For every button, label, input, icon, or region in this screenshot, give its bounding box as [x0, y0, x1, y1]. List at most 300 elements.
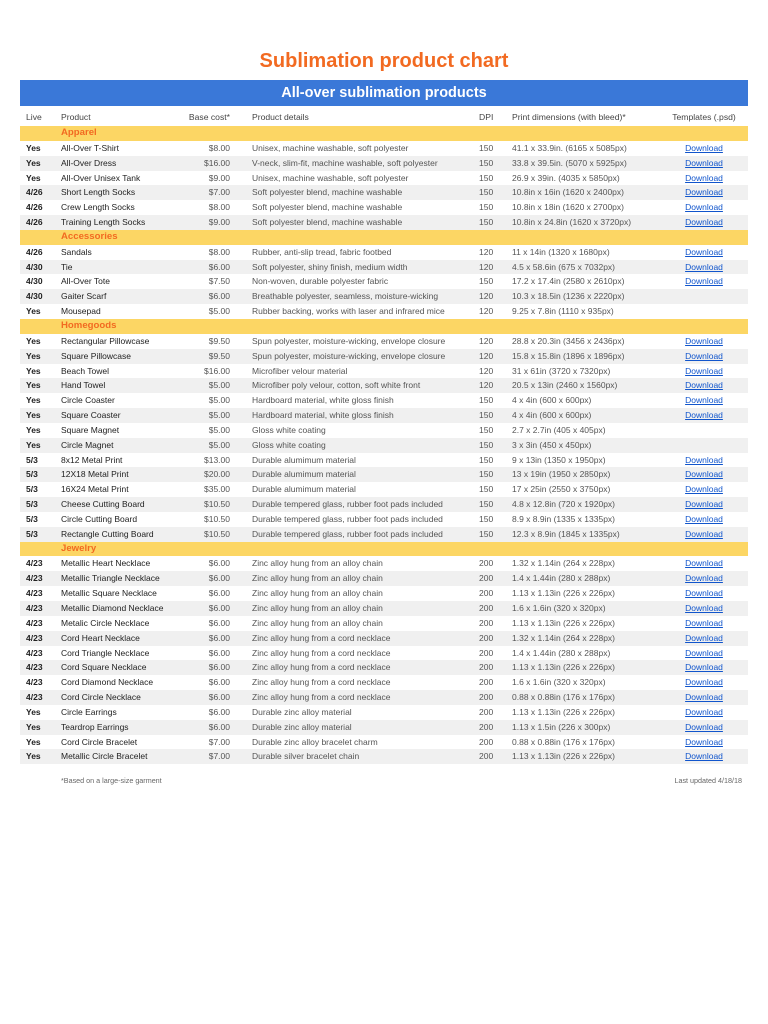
download-link[interactable]: Download	[685, 454, 723, 465]
download-link[interactable]: Download	[685, 246, 723, 257]
print-dimensions: 1.13 x 1.13in (226 x 226px)	[512, 662, 616, 673]
dpi-value: 200	[479, 632, 494, 643]
table-row	[20, 245, 748, 260]
table-row	[20, 378, 748, 393]
product-details: Rubber backing, works with laser and infrared mice	[252, 306, 445, 317]
header-product: Product	[61, 112, 91, 122]
product-details: Zinc alloy hung from an alloy chain	[252, 617, 383, 628]
product-name: Circle Earrings	[61, 706, 117, 717]
product-details: Durable tempered glass, rubber foot pads included	[252, 499, 443, 510]
template-cell	[664, 616, 744, 631]
dpi-value: 120	[479, 335, 494, 346]
print-dimensions: 33.8 x 39.5in. (5070 x 5925px)	[512, 157, 627, 168]
table-row	[20, 601, 748, 616]
download-link[interactable]: Download	[685, 573, 723, 584]
dpi-value: 150	[479, 217, 494, 228]
product-details: Hardboard material, white gloss finish	[252, 395, 394, 406]
live-status: 4/26	[26, 202, 43, 213]
base-cost: $7.50	[208, 276, 230, 287]
product-details: Zinc alloy hung from a cord necklace	[252, 632, 391, 643]
download-link[interactable]: Download	[685, 588, 723, 599]
dpi-value: 200	[479, 647, 494, 658]
product-name: Cord Square Necklace	[61, 662, 147, 673]
dpi-value: 200	[479, 706, 494, 717]
print-dimensions: 28.8 x 20.3in (3456 x 2436px)	[512, 335, 625, 346]
product-name: Rectangular Pillowcase	[61, 335, 150, 346]
product-name: Beach Towel	[61, 365, 110, 376]
download-link[interactable]: Download	[685, 632, 723, 643]
dpi-value: 120	[479, 261, 494, 272]
print-dimensions: 1.13 x 1.13in (226 x 226px)	[512, 751, 616, 762]
header-live: Live	[26, 112, 42, 122]
table-row	[20, 631, 748, 646]
base-cost: $6.00	[208, 662, 230, 673]
product-name: All-Over Tote	[61, 276, 110, 287]
download-link[interactable]: Download	[685, 410, 723, 421]
live-status: Yes	[26, 142, 41, 153]
dpi-value: 120	[479, 306, 494, 317]
template-cell	[664, 349, 744, 364]
product-name: All-Over T-Shirt	[61, 142, 119, 153]
product-details: Durable alumimum material	[252, 484, 356, 495]
dpi-value: 150	[479, 276, 494, 287]
live-status: 5/3	[26, 499, 38, 510]
product-details: Rubber, anti-slip tread, fabric footbed	[252, 246, 392, 257]
download-link[interactable]: Download	[685, 380, 723, 391]
template-cell	[664, 215, 744, 230]
print-dimensions: 1.32 x 1.14in (264 x 228px)	[512, 558, 616, 569]
dpi-value: 120	[479, 350, 494, 361]
product-details: Durable alumimum material	[252, 469, 356, 480]
download-link[interactable]: Download	[685, 157, 723, 168]
download-link[interactable]: Download	[685, 499, 723, 510]
product-name: Metallic Diamond Necklace	[61, 603, 164, 613]
live-status: Yes	[26, 157, 41, 168]
live-status: Yes	[26, 736, 41, 747]
dpi-value: 150	[479, 187, 494, 198]
download-link[interactable]: Download	[685, 751, 723, 762]
category-label: Apparel	[61, 127, 97, 138]
template-cell	[664, 586, 744, 601]
product-name: Mousepad	[61, 306, 101, 317]
live-status: 5/3	[26, 528, 38, 539]
template-cell	[664, 171, 744, 186]
template-cell	[664, 364, 744, 379]
download-link[interactable]: Download	[685, 662, 723, 673]
product-details: Durable silver bracelet chain	[252, 751, 360, 762]
print-dimensions: 1.4 x 1.44in (280 x 288px)	[512, 573, 611, 584]
product-details: Zinc alloy hung from a cord necklace	[252, 692, 391, 703]
download-link[interactable]: Download	[685, 217, 723, 228]
dpi-value: 150	[479, 469, 494, 480]
product-details: Durable alumimum material	[252, 454, 356, 465]
base-cost: $13.00	[204, 454, 230, 465]
live-status: Yes	[26, 350, 41, 361]
live-status: 5/3	[26, 454, 38, 465]
table-row	[20, 705, 748, 720]
base-cost: $6.00	[208, 558, 230, 569]
print-dimensions: 1.4 x 1.44in (280 x 288px)	[512, 647, 611, 658]
live-status: 4/23	[26, 617, 43, 628]
dpi-value: 200	[479, 751, 494, 762]
download-link[interactable]: Download	[685, 528, 723, 539]
download-link[interactable]: Download	[685, 513, 723, 524]
product-name: Crew Length Socks	[61, 202, 135, 213]
base-cost: $7.00	[208, 751, 230, 762]
header-templates: Templates (.psd)	[672, 112, 736, 122]
table-row	[20, 215, 748, 230]
table-row	[20, 171, 748, 186]
category-label: Accessories	[61, 230, 118, 242]
print-dimensions: 31 x 61in (3720 x 7320px)	[512, 365, 611, 376]
download-link[interactable]: Download	[685, 617, 723, 628]
download-link[interactable]: Download	[685, 677, 723, 688]
product-details: Durable tempered glass, rubber foot pads included	[252, 528, 443, 539]
template-cell	[664, 260, 744, 275]
download-link[interactable]: Download	[685, 721, 723, 732]
table-row	[20, 556, 748, 571]
category-label: Homegoods	[61, 319, 117, 331]
base-cost: $5.00	[208, 424, 230, 435]
product-name: Gaiter Scarf	[61, 291, 107, 302]
base-cost: $6.00	[208, 677, 230, 688]
table-row	[20, 260, 748, 275]
base-cost: $16.00	[204, 365, 230, 376]
template-cell	[664, 571, 744, 586]
product-name: Rectangle Cutting Board	[61, 528, 154, 539]
base-cost: $6.00	[208, 261, 230, 272]
template-cell	[664, 245, 744, 260]
dpi-value: 200	[479, 588, 494, 599]
dpi-value: 150	[479, 499, 494, 510]
download-link[interactable]: Download	[685, 692, 723, 703]
download-link[interactable]: Download	[685, 736, 723, 747]
base-cost: $9.00	[208, 172, 230, 183]
product-details: Durable zinc alloy material	[252, 721, 352, 732]
download-link[interactable]: Download	[685, 365, 723, 376]
product-name: Circle Coaster	[61, 395, 115, 406]
template-cell	[664, 556, 744, 571]
template-cell	[664, 631, 744, 646]
base-cost: $6.00	[208, 588, 230, 599]
category-row	[20, 230, 748, 245]
template-cell	[664, 200, 744, 215]
live-status: 5/3	[26, 484, 38, 495]
product-details: Soft polyester blend, machine washable	[252, 187, 403, 198]
print-dimensions: 4 x 4in (600 x 600px)	[512, 410, 592, 421]
download-link[interactable]: Download	[685, 350, 723, 361]
product-details: Microfiber poly velour, cotton, soft white front	[252, 380, 421, 391]
template-cell	[664, 274, 744, 289]
product-name: Tie	[61, 261, 73, 272]
download-link[interactable]: Download	[685, 484, 723, 495]
base-cost: $6.00	[208, 632, 230, 643]
live-status: 4/30	[26, 291, 43, 302]
base-cost: $5.00	[208, 380, 230, 391]
print-dimensions: 1.13 x 1.5in (226 x 300px)	[512, 721, 611, 732]
base-cost: $5.00	[208, 306, 230, 317]
table-header-row	[20, 108, 748, 126]
template-cell	[664, 512, 744, 527]
product-name: Cheese Cutting Board	[61, 499, 145, 510]
product-details: Durable zinc alloy bracelet charm	[252, 736, 378, 747]
print-dimensions: 1.6 x 1.6in (320 x 320px)	[512, 677, 606, 688]
print-dimensions: 1.13 x 1.13in (226 x 226px)	[512, 617, 616, 628]
live-status: Yes	[26, 172, 41, 183]
table-row	[20, 586, 748, 601]
live-status: 4/23	[26, 603, 43, 613]
print-dimensions: 17 x 25in (2550 x 3750px)	[512, 484, 611, 495]
print-dimensions: 9 x 13in (1350 x 1950px)	[512, 454, 606, 465]
table-row	[20, 675, 748, 690]
base-cost: $10.50	[204, 499, 230, 510]
template-cell	[664, 675, 744, 690]
product-details: Spun polyester, moisture-wicking, envelope closure	[252, 350, 446, 361]
dpi-value: 200	[479, 573, 494, 584]
table-row	[20, 467, 748, 482]
last-updated: Last updated 4/18/18	[674, 776, 742, 785]
product-name: Square Pillowcase	[61, 350, 131, 361]
product-name: Circle Cutting Board	[61, 513, 138, 524]
dpi-value: 150	[479, 202, 494, 213]
product-name: 16X24 Metal Print	[61, 484, 129, 495]
table-row	[20, 289, 748, 304]
template-cell	[664, 334, 744, 349]
product-name: Training Length Socks	[61, 217, 146, 228]
dpi-value: 120	[479, 380, 494, 391]
product-name: Circle Magnet	[61, 439, 114, 450]
product-name: 8x12 Metal Print	[61, 454, 123, 465]
base-cost: $8.00	[208, 246, 230, 257]
live-status: 4/23	[26, 692, 43, 703]
base-cost: $7.00	[208, 187, 230, 198]
product-name: Metallic Heart Necklace	[61, 558, 151, 569]
dpi-value: 200	[479, 603, 494, 613]
product-name: All-Over Unisex Tank	[61, 172, 141, 183]
table-row	[20, 497, 748, 512]
product-details: V-neck, slim-fit, machine washable, soft polyester	[252, 157, 438, 168]
table-row	[20, 749, 748, 764]
live-status: Yes	[26, 721, 41, 732]
live-status: 4/23	[26, 588, 43, 599]
template-cell	[664, 660, 744, 675]
template-cell	[664, 720, 744, 735]
base-cost: $9.00	[208, 217, 230, 228]
product-details: Non-woven, durable polyester fabric	[252, 276, 389, 287]
print-dimensions: 13 x 19in (1950 x 2850px)	[512, 469, 611, 480]
template-cell	[664, 185, 744, 200]
template-cell	[664, 156, 744, 171]
print-dimensions: 17.2 x 17.4in (2580 x 2610px)	[512, 276, 625, 287]
base-cost: $6.00	[208, 573, 230, 584]
live-status: Yes	[26, 380, 41, 391]
product-name: Square Coaster	[61, 410, 121, 421]
live-status: Yes	[26, 395, 41, 406]
base-cost: $9.50	[208, 335, 230, 346]
product-name: Sandals	[61, 246, 92, 257]
product-details: Zinc alloy hung from an alloy chain	[252, 603, 383, 613]
category-row	[20, 542, 748, 557]
page-title: Sublimation product chart	[259, 50, 509, 72]
category-label: Jewelry	[61, 542, 97, 554]
table-row	[20, 334, 748, 349]
print-dimensions: 1.32 x 1.14in (264 x 228px)	[512, 632, 616, 643]
product-details: Durable zinc alloy material	[252, 706, 352, 717]
base-cost: $5.00	[208, 439, 230, 450]
table-row	[20, 735, 748, 750]
live-status: 4/23	[26, 662, 43, 673]
print-dimensions: 10.8in x 24.8in (1620 x 3720px)	[512, 217, 632, 228]
download-link[interactable]: Download	[685, 469, 723, 480]
print-dimensions: 3 x 3in (450 x 450px)	[512, 439, 592, 450]
product-name: 12X18 Metal Print	[61, 469, 129, 480]
base-cost: $8.00	[208, 202, 230, 213]
product-details: Unisex, machine washable, soft polyester	[252, 172, 409, 183]
product-name: Cord Heart Necklace	[61, 632, 140, 643]
live-status: 4/23	[26, 647, 43, 658]
print-dimensions: 2.7 x 2.7in (405 x 405px)	[512, 424, 606, 435]
download-link[interactable]: Download	[685, 647, 723, 658]
table-row	[20, 408, 748, 423]
header-base-cost: Base cost*	[188, 112, 230, 122]
table-row	[20, 185, 748, 200]
product-details: Zinc alloy hung from an alloy chain	[252, 573, 383, 584]
base-cost: $7.00	[208, 736, 230, 747]
template-cell	[664, 749, 744, 764]
live-status: Yes	[26, 706, 41, 717]
table-row	[20, 423, 748, 438]
dpi-value: 150	[479, 410, 494, 421]
download-link[interactable]: Download	[685, 276, 723, 287]
live-status: 4/30	[26, 276, 43, 287]
table-body	[20, 126, 748, 764]
live-status: 4/26	[26, 246, 43, 257]
download-link[interactable]: Download	[685, 603, 723, 613]
print-dimensions: 20.5 x 13in (2460 x 1560px)	[512, 380, 618, 391]
product-name: Metalic Circle Necklace	[61, 617, 150, 628]
download-link[interactable]: Download	[685, 335, 723, 346]
dpi-value: 150	[479, 395, 494, 406]
base-cost: $6.00	[208, 617, 230, 628]
table-row	[20, 349, 748, 364]
base-cost: $35.00	[204, 484, 230, 495]
download-link[interactable]: Download	[685, 706, 723, 717]
product-details: Breathable polyester, seamless, moisture-wicking	[252, 291, 439, 302]
product-name: Teardrop Earrings	[61, 721, 129, 732]
table-row	[20, 646, 748, 661]
live-status: 4/23	[26, 573, 43, 584]
template-cell	[664, 690, 744, 705]
dpi-value: 200	[479, 617, 494, 628]
product-details: Hardboard material, white gloss finish	[252, 410, 394, 421]
table-row	[20, 364, 748, 379]
section-banner: All-over sublimation products	[20, 80, 748, 106]
product-details: Gloss white coating	[252, 439, 326, 450]
table-row	[20, 141, 748, 156]
print-dimensions: 12.3 x 8.9in (1845 x 1335px)	[512, 528, 620, 539]
product-name: Hand Towel	[61, 380, 106, 391]
print-dimensions: 10.8in x 16in (1620 x 2400px)	[512, 187, 624, 198]
template-cell	[664, 527, 744, 542]
dpi-value: 120	[479, 246, 494, 257]
product-details: Unisex, machine washable, soft polyester	[252, 142, 409, 153]
print-dimensions: 41.1 x 33.9in. (6165 x 5085px)	[512, 142, 627, 153]
product-name: Cord Diamond Necklace	[61, 677, 154, 688]
table-row	[20, 482, 748, 497]
category-row	[20, 126, 748, 141]
product-details: Zinc alloy hung from an alloy chain	[252, 588, 383, 599]
product-details: Zinc alloy hung from a cord necklace	[252, 662, 391, 673]
download-link[interactable]: Download	[685, 187, 723, 198]
product-name: Metallic Circle Bracelet	[61, 751, 148, 762]
template-cell	[664, 646, 744, 661]
dpi-value: 200	[479, 677, 494, 688]
download-link[interactable]: Download	[685, 395, 723, 406]
dpi-value: 120	[479, 291, 494, 302]
footnote: *Based on a large-size garment	[61, 776, 162, 785]
dpi-value: 150	[479, 528, 494, 539]
product-table	[20, 108, 748, 764]
product-name: Short Length Socks	[61, 187, 136, 198]
table-row	[20, 616, 748, 631]
template-cell	[664, 378, 744, 393]
live-status: Yes	[26, 410, 41, 421]
base-cost: $5.00	[208, 395, 230, 406]
print-dimensions: 0.88 x 0.88in (176 x 176px)	[512, 692, 616, 703]
download-link[interactable]: Download	[685, 202, 723, 213]
print-dimensions: 15.8 x 15.8in (1896 x 1896px)	[512, 350, 625, 361]
product-name: Square Magnet	[61, 424, 120, 435]
live-status: Yes	[26, 335, 41, 346]
dpi-value: 200	[479, 558, 494, 569]
live-status: Yes	[26, 439, 41, 450]
dpi-value: 150	[479, 424, 494, 435]
live-status: 4/26	[26, 217, 43, 228]
base-cost: $6.00	[208, 706, 230, 717]
product-details: Soft polyester blend, machine washable	[252, 217, 403, 228]
product-details: Durable tempered glass, rubber foot pads included	[252, 513, 443, 524]
live-status: 4/30	[26, 261, 43, 272]
print-dimensions: 1.13 x 1.13in (226 x 226px)	[512, 706, 616, 717]
print-dimensions: 8.9 x 8.9in (1335 x 1335px)	[512, 513, 616, 524]
template-cell	[664, 393, 744, 408]
print-dimensions: 1.13 x 1.13in (226 x 226px)	[512, 588, 616, 599]
base-cost: $16.00	[204, 157, 230, 168]
base-cost: $6.00	[208, 647, 230, 658]
product-details: Spun polyester, moisture-wicking, envelope closure	[252, 335, 446, 346]
dpi-value: 150	[479, 439, 494, 450]
header-print-dimensions: Print dimensions (with bleed)*	[512, 112, 626, 122]
template-cell	[664, 453, 744, 468]
dpi-value: 150	[479, 142, 494, 153]
dpi-value: 150	[479, 484, 494, 495]
download-link[interactable]: Download	[685, 261, 723, 272]
table-row	[20, 393, 748, 408]
product-name: Cord Circle Bracelet	[61, 736, 138, 747]
download-link[interactable]: Download	[685, 558, 723, 569]
product-name: Metallic Square Necklace	[61, 588, 157, 599]
download-link[interactable]: Download	[685, 142, 723, 153]
template-cell	[664, 141, 744, 156]
download-link[interactable]: Download	[685, 172, 723, 183]
table-row	[20, 571, 748, 586]
table-row	[20, 156, 748, 171]
print-dimensions: 4 x 4in (600 x 600px)	[512, 395, 592, 406]
table-row	[20, 453, 748, 468]
template-cell	[664, 408, 744, 423]
print-dimensions: 1.6 x 1.6in (320 x 320px)	[512, 603, 606, 613]
template-cell	[664, 467, 744, 482]
